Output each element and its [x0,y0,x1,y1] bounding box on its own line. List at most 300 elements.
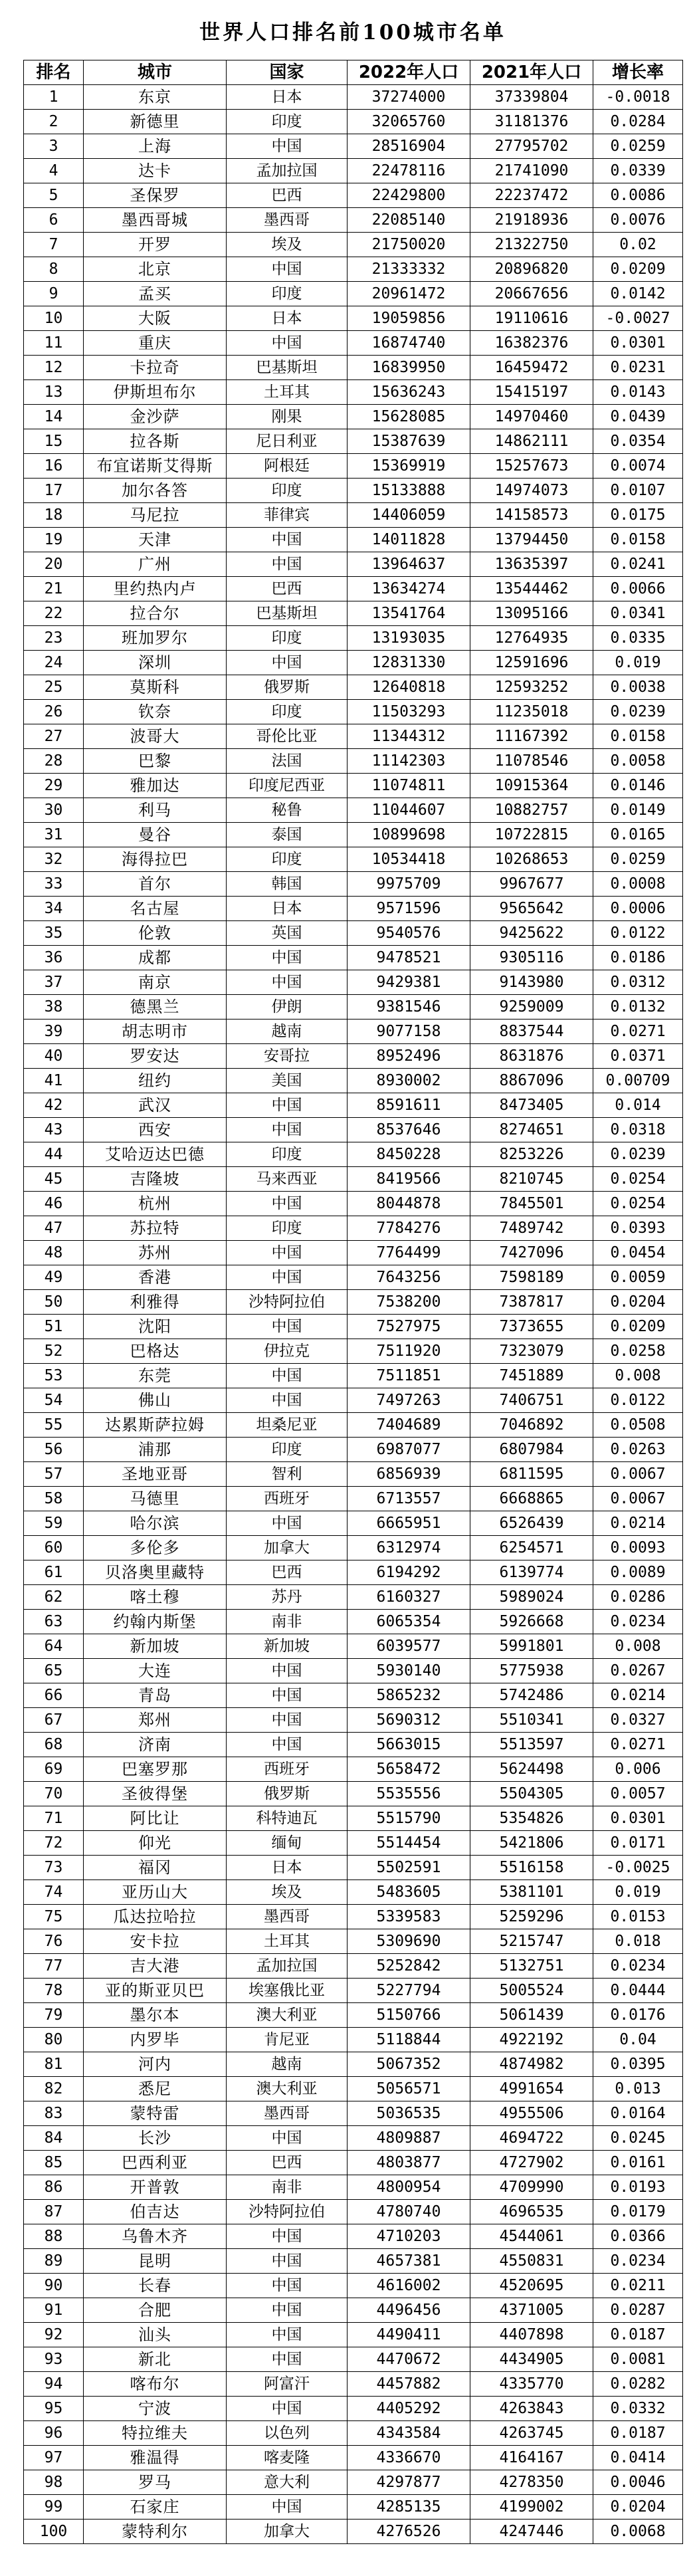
table-row [24,2151,683,2175]
city-cell: 上海 [84,134,227,159]
growth-rate-cell: 0.0067 [593,1462,683,1487]
rank-cell: 58 [24,1487,84,1511]
rank-cell: 16 [24,454,84,479]
table-row [24,1290,683,1315]
table-row [24,1315,683,1339]
population-2022-cell: 11142303 [348,749,470,774]
population-2022-cell: 22085140 [348,208,470,233]
city-cell: 德黑兰 [84,995,227,1020]
table-row [24,380,683,405]
city-cell: 吉隆坡 [84,1167,227,1192]
country-cell: 墨西哥 [227,2101,348,2126]
rank-cell: 56 [24,1438,84,1462]
rank-cell: 4 [24,159,84,183]
city-cell: 沈阳 [84,1315,227,1339]
country-cell: 智利 [227,1462,348,1487]
population-2021-cell: 5991801 [470,1634,593,1659]
table-row [24,208,683,233]
city-cell: 巴西利亚 [84,2151,227,2175]
population-2021-cell: 5513597 [470,1733,593,1757]
population-2021-cell: 11078546 [470,749,593,774]
rank-cell: 2 [24,110,84,134]
country-cell: 中国 [227,1241,348,1265]
population-2022-cell: 7538200 [348,1290,470,1315]
country-cell: 西班牙 [227,1757,348,1782]
rank-cell: 54 [24,1388,84,1413]
population-2021-cell: 5381101 [470,1880,593,1905]
country-cell: 巴基斯坦 [227,356,348,380]
city-cell: 南京 [84,970,227,995]
country-cell: 中国 [227,1265,348,1290]
table-row [24,233,683,257]
country-cell: 哥伦比亚 [227,724,348,749]
table-row [24,1044,683,1069]
rank-cell: 92 [24,2323,84,2347]
city-cell: 曼谷 [84,823,227,847]
growth-rate-cell: 0.013 [593,2077,683,2101]
growth-rate-cell: -0.0018 [593,85,683,110]
population-2022-cell: 7643256 [348,1265,470,1290]
rank-cell: 45 [24,1167,84,1192]
population-2022-cell: 22478116 [348,159,470,183]
population-2021-cell: 5421806 [470,1831,593,1856]
rank-cell: 83 [24,2101,84,2126]
population-2022-cell: 15133888 [348,479,470,503]
population-2021-cell: 4371005 [470,2298,593,2323]
population-2021-cell: 15415197 [470,380,593,405]
population-2022-cell: 9975709 [348,872,470,897]
city-cell: 浦那 [84,1438,227,1462]
country-cell: 西班牙 [227,1487,348,1511]
growth-rate-cell: 0.0076 [593,208,683,233]
city-cell: 罗安达 [84,1044,227,1069]
table-row [24,1438,683,1462]
population-2021-cell: 4520695 [470,2274,593,2298]
population-2021-cell: 6254571 [470,1536,593,1560]
table-row [24,2224,683,2249]
country-cell: 加拿大 [227,2520,348,2544]
population-2021-cell: 5061439 [470,2003,593,2028]
growth-rate-cell: 0.0258 [593,1339,683,1364]
growth-rate-cell: 0.0132 [593,995,683,1020]
table-row [24,1339,683,1364]
population-2022-cell: 13193035 [348,626,470,651]
country-cell: 苏丹 [227,1585,348,1610]
population-2022-cell: 8419566 [348,1167,470,1192]
country-cell: 肯尼亚 [227,2028,348,2052]
table-row [24,2495,683,2520]
population-2022-cell: 5036535 [348,2101,470,2126]
growth-rate-cell: 0.0393 [593,1216,683,1241]
growth-rate-cell: 0.0187 [593,2323,683,2347]
country-cell: 中国 [227,2298,348,2323]
population-2021-cell: 5775938 [470,1659,593,1683]
rank-cell: 34 [24,897,84,921]
growth-rate-cell: 0.0335 [593,626,683,651]
table-row [24,626,683,651]
population-2022-cell: 5515790 [348,1806,470,1831]
growth-rate-cell: 0.0057 [593,1782,683,1806]
population-2022-cell: 6194292 [348,1560,470,1585]
country-cell: 日本 [227,85,348,110]
growth-rate-cell: 0.0067 [593,1487,683,1511]
population-2022-cell: 15369919 [348,454,470,479]
growth-rate-cell: 0.0179 [593,2200,683,2224]
country-cell: 阿根廷 [227,454,348,479]
table-row [24,1069,683,1093]
population-2021-cell: 15257673 [470,454,593,479]
city-cell: 卡拉奇 [84,356,227,380]
table-row [24,2077,683,2101]
rank-cell: 80 [24,2028,84,2052]
rank-cell: 87 [24,2200,84,2224]
population-2021-cell: 16459472 [470,356,593,380]
table-row [24,2052,683,2077]
rank-cell: 81 [24,2052,84,2077]
table-row [24,1659,683,1683]
rank-cell: 97 [24,2446,84,2470]
country-cell: 中国 [227,552,348,577]
table-row [24,798,683,823]
city-cell: 巴塞罗那 [84,1757,227,1782]
growth-rate-cell: 0.0318 [593,1118,683,1142]
country-cell: 南非 [227,2175,348,2200]
table-row [24,2274,683,2298]
city-cell: 西安 [84,1118,227,1142]
population-2021-cell: 7046892 [470,1413,593,1438]
city-cell: 达卡 [84,159,227,183]
growth-rate-cell: 0.0354 [593,429,683,454]
population-2021-cell: 4335770 [470,2372,593,2397]
rank-cell: 6 [24,208,84,233]
city-cell: 佛山 [84,1388,227,1413]
table-row [24,1020,683,1044]
population-2022-cell: 4336670 [348,2446,470,2470]
country-cell: 坦桑尼亚 [227,1413,348,1438]
city-cell: 内罗毕 [84,2028,227,2052]
country-cell: 中国 [227,1708,348,1733]
table-row [24,2126,683,2151]
growth-rate-cell: 0.0066 [593,577,683,601]
population-2021-cell: 7427096 [470,1241,593,1265]
table-row [24,1536,683,1560]
city-cell: 胡志明市 [84,1020,227,1044]
header-rank: 排名 [24,60,84,85]
population-2022-cell: 8591611 [348,1093,470,1118]
rank-cell: 67 [24,1708,84,1733]
population-2021-cell: 21322750 [470,233,593,257]
city-cell: 多伦多 [84,1536,227,1560]
population-2022-cell: 5309690 [348,1929,470,1954]
rank-cell: 31 [24,823,84,847]
growth-rate-cell: 0.0122 [593,921,683,946]
table-row [24,2101,683,2126]
rank-cell: 63 [24,1610,84,1634]
city-cell: 汕头 [84,2323,227,2347]
country-cell: 中国 [227,2397,348,2421]
growth-rate-cell: 0.0209 [593,257,683,282]
table-row [24,1560,683,1585]
country-cell: 巴西 [227,2151,348,2175]
growth-rate-cell: 0.018 [593,1929,683,1954]
country-cell: 越南 [227,1020,348,1044]
country-cell: 印度 [227,1216,348,1241]
population-2022-cell: 6987077 [348,1438,470,1462]
population-2022-cell: 11344312 [348,724,470,749]
table-row [24,2298,683,2323]
country-cell: 科特迪瓦 [227,1806,348,1831]
city-cell: 喀土穆 [84,1585,227,1610]
city-cell: 纽约 [84,1069,227,1093]
table-row [24,749,683,774]
country-cell: 孟加拉国 [227,1954,348,1979]
growth-rate-cell: 0.0312 [593,970,683,995]
country-cell: 中国 [227,331,348,356]
growth-rate-cell: 0.0254 [593,1167,683,1192]
population-2021-cell: 11167392 [470,724,593,749]
country-cell: 中国 [227,1733,348,1757]
country-cell: 日本 [227,306,348,331]
rank-cell: 70 [24,1782,84,1806]
population-2022-cell: 4470672 [348,2347,470,2372]
rank-cell: 65 [24,1659,84,1683]
growth-rate-cell: 0.0164 [593,2101,683,2126]
population-2022-cell: 4710203 [348,2224,470,2249]
table-row [24,675,683,700]
country-cell: 中国 [227,946,348,970]
city-cell: 波哥大 [84,724,227,749]
rank-cell: 82 [24,2077,84,2101]
population-2021-cell: 4696535 [470,2200,593,2224]
table-row [24,2200,683,2224]
population-2021-cell: 5510341 [470,1708,593,1733]
population-2021-cell: 5624498 [470,1757,593,1782]
growth-rate-cell: 0.0161 [593,2151,683,2175]
growth-rate-cell: 0.0158 [593,528,683,552]
country-cell: 英国 [227,921,348,946]
population-2022-cell: 5658472 [348,1757,470,1782]
population-2022-cell: 13634274 [348,577,470,601]
growth-rate-cell: 0.02 [593,233,683,257]
population-2022-cell: 21333332 [348,257,470,282]
city-cell: 苏州 [84,1241,227,1265]
population-2022-cell: 7784276 [348,1216,470,1241]
country-cell: 俄罗斯 [227,675,348,700]
population-2022-cell: 10899698 [348,823,470,847]
table-row [24,847,683,872]
rank-cell: 100 [24,2520,84,2544]
population-2021-cell: 4727902 [470,2151,593,2175]
country-cell: 泰国 [227,823,348,847]
population-2021-cell: 10915364 [470,774,593,798]
population-2022-cell: 6713557 [348,1487,470,1511]
table-row [24,1142,683,1167]
table-row [24,577,683,601]
growth-rate-cell: 0.0143 [593,380,683,405]
table-row [24,1929,683,1954]
growth-rate-cell: 0.0282 [593,2372,683,2397]
rank-cell: 94 [24,2372,84,2397]
population-2021-cell: 14974073 [470,479,593,503]
growth-rate-cell: 0.0209 [593,1315,683,1339]
table-row [24,2397,683,2421]
growth-rate-cell: 0.0142 [593,282,683,306]
city-cell: 亚的斯亚贝巴 [84,1979,227,2003]
table-row [24,1118,683,1142]
table-row [24,331,683,356]
country-cell: 印度 [227,479,348,503]
country-cell: 埃及 [227,233,348,257]
table-row [24,2347,683,2372]
country-cell: 中国 [227,1659,348,1683]
population-2022-cell: 21750020 [348,233,470,257]
country-cell: 菲律宾 [227,503,348,528]
city-cell: 约翰内斯堡 [84,1610,227,1634]
growth-rate-cell: -0.0025 [593,1856,683,1880]
population-2021-cell: 4278350 [470,2470,593,2495]
growth-rate-cell: 0.0146 [593,774,683,798]
population-2021-cell: 9565642 [470,897,593,921]
population-2022-cell: 6065354 [348,1610,470,1634]
city-cell: 开普敦 [84,2175,227,2200]
population-2022-cell: 22429800 [348,183,470,208]
growth-rate-cell: 0.00709 [593,1069,683,1093]
country-cell: 沙特阿拉伯 [227,2200,348,2224]
city-cell: 乌鲁木齐 [84,2224,227,2249]
country-cell: 印度 [227,626,348,651]
population-2022-cell: 13541764 [348,601,470,626]
population-2022-cell: 9077158 [348,1020,470,1044]
header-population-2021: 2021年人口 [470,60,593,85]
table-row [24,528,683,552]
city-cell: 雅加达 [84,774,227,798]
rank-cell: 40 [24,1044,84,1069]
population-2021-cell: 21918936 [470,208,593,233]
country-cell: 中国 [227,1093,348,1118]
growth-rate-cell: 0.0239 [593,1142,683,1167]
rank-cell: 10 [24,306,84,331]
population-2022-cell: 6856939 [348,1462,470,1487]
population-2021-cell: 6526439 [470,1511,593,1536]
city-cell: 天津 [84,528,227,552]
rank-cell: 93 [24,2347,84,2372]
country-cell: 南非 [227,1610,348,1634]
growth-rate-cell: 0.0059 [593,1265,683,1290]
rank-cell: 29 [24,774,84,798]
population-2021-cell: 7845501 [470,1192,593,1216]
growth-rate-cell: 0.0107 [593,479,683,503]
table-row [24,1216,683,1241]
population-2022-cell: 5150766 [348,2003,470,2028]
population-2021-cell: 9967677 [470,872,593,897]
population-2022-cell: 5067352 [348,2052,470,2077]
city-cell: 雅温得 [84,2446,227,2470]
rank-cell: 50 [24,1290,84,1315]
city-cell: 拉合尔 [84,601,227,626]
table-row [24,1265,683,1290]
city-cell: 新北 [84,2347,227,2372]
population-2021-cell: 5742486 [470,1683,593,1708]
rank-cell: 62 [24,1585,84,1610]
growth-rate-cell: 0.0284 [593,110,683,134]
population-2021-cell: 7387817 [470,1290,593,1315]
city-cell: 济南 [84,1733,227,1757]
rank-cell: 88 [24,2224,84,2249]
rank-cell: 47 [24,1216,84,1241]
rank-cell: 15 [24,429,84,454]
population-2021-cell: 8274651 [470,1118,593,1142]
country-cell: 刚果 [227,405,348,429]
rank-cell: 86 [24,2175,84,2200]
population-2022-cell: 7511851 [348,1364,470,1388]
rank-cell: 28 [24,749,84,774]
table-row [24,2446,683,2470]
population-2021-cell: 11235018 [470,700,593,724]
population-2022-cell: 11074811 [348,774,470,798]
city-cell: 杭州 [84,1192,227,1216]
table-row [24,306,683,331]
city-cell: 北京 [84,257,227,282]
country-cell: 中国 [227,2495,348,2520]
table-row [24,1979,683,2003]
rank-cell: 8 [24,257,84,282]
population-2021-cell: 7598189 [470,1265,593,1290]
growth-rate-cell: 0.0204 [593,2495,683,2520]
population-2021-cell: 7489742 [470,1216,593,1241]
rank-cell: 17 [24,479,84,503]
city-cell: 大连 [84,1659,227,1683]
population-2021-cell: 4709990 [470,2175,593,2200]
rank-cell: 76 [24,1929,84,1954]
country-cell: 意大利 [227,2470,348,2495]
country-cell: 美国 [227,1069,348,1093]
population-2021-cell: 5259296 [470,1905,593,1929]
population-2022-cell: 5252842 [348,1954,470,1979]
rank-cell: 59 [24,1511,84,1536]
country-cell: 缅甸 [227,1831,348,1856]
population-2021-cell: 5354826 [470,1806,593,1831]
country-cell: 法国 [227,749,348,774]
growth-rate-cell: 0.0414 [593,2446,683,2470]
table-row [24,1462,683,1487]
population-2021-cell: 12593252 [470,675,593,700]
growth-rate-cell: 0.0153 [593,1905,683,1929]
population-2021-cell: 12591696 [470,651,593,675]
city-cell: 利雅得 [84,1290,227,1315]
population-2022-cell: 12640818 [348,675,470,700]
city-cell: 布宜诺斯艾得斯 [84,454,227,479]
country-cell: 秘鲁 [227,798,348,823]
population-2021-cell: 4922192 [470,2028,593,2052]
population-2021-cell: 6811595 [470,1462,593,1487]
country-cell: 日本 [227,897,348,921]
table-row [24,2470,683,2495]
country-cell: 中国 [227,2249,348,2274]
population-2021-cell: 22237472 [470,183,593,208]
table-row [24,872,683,897]
country-cell: 中国 [227,257,348,282]
city-cell: 大阪 [84,306,227,331]
table-row [24,1634,683,1659]
table-row [24,2520,683,2544]
rank-cell: 64 [24,1634,84,1659]
header-city: 城市 [84,60,227,85]
rank-cell: 37 [24,970,84,995]
population-2022-cell: 9540576 [348,921,470,946]
growth-rate-cell: 0.0068 [593,2520,683,2544]
population-2022-cell: 4809887 [348,2126,470,2151]
population-2022-cell: 19059856 [348,306,470,331]
